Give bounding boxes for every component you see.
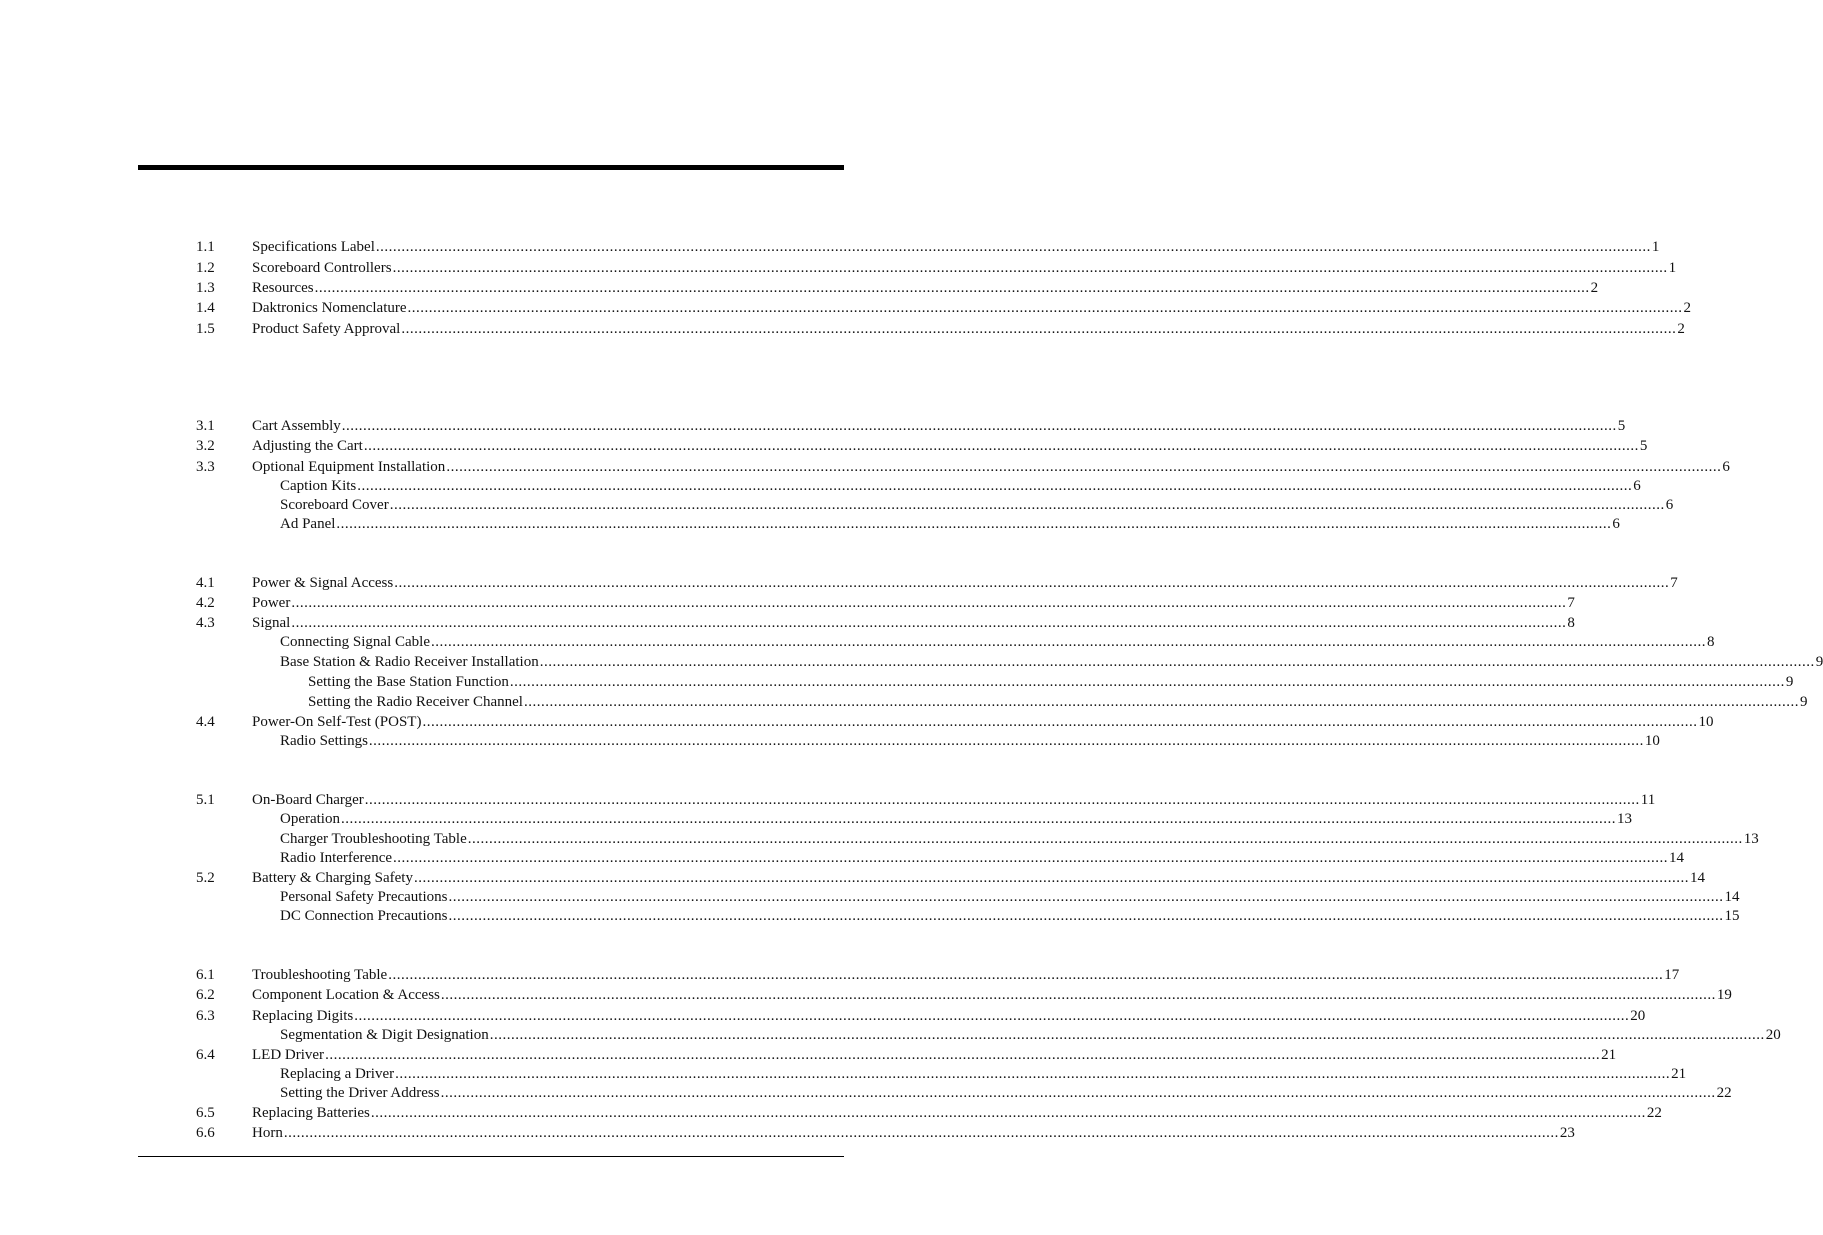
toc-entry[interactable] <box>0 237 1660 257</box>
toc-leader-dots: ............................................................................................................................................................................................................................................................................................................ <box>370 1105 1646 1121</box>
toc-title: Battery & Charging Safety <box>252 870 413 886</box>
footer-rule <box>138 1156 844 1157</box>
toc-title: Replacing Digits <box>252 1008 354 1024</box>
toc-page-number: 20 <box>1630 1008 1646 1024</box>
toc-entry[interactable] <box>0 1045 1617 1065</box>
toc-title: Radio Settings <box>280 733 368 749</box>
toc-leader-dots: ............................................................................................................................................................................................................................................................................................................ <box>401 321 1677 337</box>
toc-leader-dots: ............................................................................................................................................................................................................................................................................................................ <box>389 497 1665 513</box>
toc-title: Resources <box>252 280 314 296</box>
toc-entry[interactable] <box>0 258 1677 278</box>
toc-entry[interactable] <box>0 809 1632 829</box>
toc-section-number: 1.4 <box>196 300 215 316</box>
toc-leader-dots: ............................................................................................................................................................................................................................................................................................................ <box>395 1066 1671 1082</box>
toc-page-number: 5 <box>1617 418 1626 434</box>
toc-leader-dots: ............................................................................................................................................................................................................................................................................................................ <box>363 438 1639 454</box>
toc-entry[interactable] <box>0 457 1730 477</box>
header-rule <box>138 165 844 170</box>
toc-entry[interactable] <box>0 632 1715 652</box>
toc-title: Charger Troubleshooting Table <box>280 831 467 847</box>
toc-section-number: 3.3 <box>196 459 215 475</box>
toc-leader-dots: ............................................................................................................................................................................................................................................................................................................ <box>393 850 1669 866</box>
toc-title: DC Connection Precautions <box>280 908 448 924</box>
toc-page-number: 15 <box>1724 908 1740 924</box>
toc-page-number: 2 <box>1683 300 1692 316</box>
toc-section-number: 6.6 <box>196 1125 215 1141</box>
toc-page-number: 8 <box>1706 634 1715 650</box>
toc-entry[interactable] <box>0 1083 1732 1103</box>
toc-entry[interactable] <box>0 514 1620 534</box>
toc-title: Setting the Radio Receiver Channel <box>308 694 523 710</box>
toc-leader-dots: ............................................................................................................................................................................................................................................................................................................ <box>375 239 1651 255</box>
toc-entry[interactable] <box>0 965 1680 985</box>
toc-leader-dots: ............................................................................................................................................................................................................................................................................................................ <box>539 654 1815 670</box>
toc-page-number: 7 <box>1670 575 1678 591</box>
toc-title: Troubleshooting Table <box>252 967 388 983</box>
toc-title: Setting the Driver Address <box>280 1085 440 1101</box>
toc-section-number: 3.2 <box>196 438 215 454</box>
toc-leader-dots: ............................................................................................................................................................................................................................................................................................................ <box>523 694 1799 710</box>
toc-page-number: 22 <box>1646 1105 1662 1121</box>
toc-title: Specifications Label <box>252 239 375 255</box>
toc-page-number: 6 <box>1665 497 1674 513</box>
toc-leader-dots: ............................................................................................................................................................................................................................................................................................................ <box>340 811 1616 827</box>
toc-leader-dots: ............................................................................................................................................................................................................................................................................................................ <box>368 733 1644 749</box>
toc-page-number: 14 <box>1669 850 1685 866</box>
toc-page-number: 14 <box>1689 870 1705 886</box>
toc-title: Connecting Signal Cable <box>280 634 430 650</box>
toc-section-number: 4.3 <box>196 615 215 631</box>
toc-entry[interactable] <box>0 613 1575 633</box>
toc-entry[interactable] <box>0 692 1808 712</box>
toc-entry[interactable] <box>0 829 1759 849</box>
toc-title: Component Location & Access <box>252 987 440 1003</box>
toc-leader-dots: ............................................................................................................................................................................................................................................................................................................ <box>489 1027 1765 1043</box>
toc-leader-dots: ............................................................................................................................................................................................................................................................................................................ <box>341 418 1617 434</box>
toc-title: Adjusting the Cart <box>252 438 363 454</box>
toc-leader-dots: ............................................................................................................................................................................................................................................................................................................ <box>314 280 1590 296</box>
toc-title: Scoreboard Cover <box>280 497 389 513</box>
toc-section-number: 4.1 <box>196 575 215 591</box>
toc-title: Replacing Batteries <box>252 1105 370 1121</box>
toc-entry[interactable] <box>0 416 1626 436</box>
toc-section-number: 4.4 <box>196 714 215 730</box>
toc-leader-dots: ............................................................................................................................................................................................................................................................................................................ <box>388 967 1664 983</box>
toc-entry[interactable] <box>0 790 1656 810</box>
toc-title: Ad Panel <box>280 516 336 532</box>
toc-page-number: 10 <box>1644 733 1660 749</box>
toc-page-number: 17 <box>1664 967 1680 983</box>
toc-page-number: 1 <box>1668 260 1677 276</box>
toc-entry[interactable] <box>0 1025 1781 1045</box>
toc-leader-dots: ............................................................................................................................................................................................................................................................................................................ <box>357 478 1633 494</box>
toc-section-number: 4.2 <box>196 595 215 611</box>
toc-page-number: 21 <box>1601 1047 1617 1063</box>
toc-leader-dots: ............................................................................................................................................................................................................................................................................................................ <box>509 674 1785 690</box>
toc-section-number: 6.2 <box>196 987 215 1003</box>
toc-page-number: 11 <box>1640 792 1656 808</box>
toc-leader-dots: ............................................................................................................................................................................................................................................................................................................ <box>407 300 1683 316</box>
toc-entry[interactable] <box>0 495 1674 515</box>
toc-page-number: 2 <box>1677 321 1685 337</box>
toc-title: Optional Equipment Installation <box>252 459 446 475</box>
toc-title: Scoreboard Controllers <box>252 260 392 276</box>
toc-leader-dots: ............................................................................................................................................................................................................................................................................................................ <box>394 575 1670 591</box>
toc-title: Personal Safety Precautions <box>280 889 448 905</box>
toc-page-number: 5 <box>1639 438 1648 454</box>
toc-entry[interactable] <box>0 476 1641 496</box>
toc-title: On-Board Charger <box>252 792 364 808</box>
toc-page-number: 19 <box>1716 987 1732 1003</box>
toc-leader-dots: ............................................................................................................................................................................................................................................................................................................ <box>448 889 1724 905</box>
toc-title: Caption Kits <box>280 478 357 494</box>
toc-title: Radio Interference <box>280 850 393 866</box>
toc-leader-dots: ............................................................................................................................................................................................................................................................................................................ <box>392 260 1668 276</box>
toc-leader-dots: ............................................................................................................................................................................................................................................................................................................ <box>422 714 1698 730</box>
toc-leader-dots: ............................................................................................................................................................................................................................................................................................................ <box>364 792 1640 808</box>
toc-title: Power-On Self-Test (POST) <box>252 714 422 730</box>
toc-title: Base Station & Radio Receiver Installation <box>280 654 539 670</box>
toc-page-number: 20 <box>1765 1027 1781 1043</box>
toc-entry[interactable] <box>0 1006 1646 1026</box>
toc-entry[interactable] <box>0 868 1705 888</box>
toc-section-number: 1.5 <box>196 321 215 337</box>
toc-entry[interactable] <box>0 436 1648 456</box>
toc-page-number: 22 <box>1716 1085 1732 1101</box>
toc-entry[interactable] <box>0 731 1660 751</box>
toc-page-number: 9 <box>1785 674 1794 690</box>
toc-entry[interactable] <box>0 887 1740 907</box>
toc-page-number: 9 <box>1815 654 1823 670</box>
toc-entry[interactable] <box>0 848 1685 868</box>
toc-page-number: 8 <box>1567 615 1575 631</box>
toc-leader-dots: ............................................................................................................................................................................................................................................................................................................ <box>440 987 1716 1003</box>
toc-leader-dots: ............................................................................................................................................................................................................................................................................................................ <box>354 1008 1630 1024</box>
toc-page-number: 13 <box>1743 831 1759 847</box>
toc-page-number: 6 <box>1633 478 1641 494</box>
toc-leader-dots: ............................................................................................................................................................................................................................................................................................................ <box>325 1047 1601 1063</box>
toc-entry[interactable] <box>0 1123 1575 1143</box>
toc-leader-dots: ............................................................................................................................................................................................................................................................................................................ <box>446 459 1722 475</box>
toc-leader-dots: ............................................................................................................................................................................................................................................................................................................ <box>283 1125 1559 1141</box>
toc-title: Cart Assembly <box>252 418 341 434</box>
toc-title: Power <box>252 595 291 611</box>
toc-entry[interactable] <box>0 1103 1662 1123</box>
toc-section-number: 6.4 <box>196 1047 215 1063</box>
toc-page-number: 10 <box>1698 714 1714 730</box>
toc-page-number: 7 <box>1567 595 1575 611</box>
toc-entry[interactable] <box>0 672 1794 692</box>
toc-entry[interactable] <box>0 298 1692 318</box>
toc-entry[interactable] <box>0 712 1714 732</box>
toc-entry[interactable] <box>0 652 1823 672</box>
toc-page-number: 9 <box>1799 694 1808 710</box>
toc-entry[interactable] <box>0 278 1599 298</box>
toc-entry[interactable] <box>0 573 1678 593</box>
toc-entry[interactable] <box>0 906 1740 926</box>
toc-entry[interactable] <box>0 1064 1687 1084</box>
toc-leader-dots: ............................................................................................................................................................................................................................................................................................................ <box>291 595 1567 611</box>
toc-title: Operation <box>280 811 340 827</box>
toc-title: Power & Signal Access <box>252 575 394 591</box>
toc-title: Daktronics Nomenclature <box>252 300 407 316</box>
toc-page-number: 23 <box>1559 1125 1575 1141</box>
toc-section-number: 5.1 <box>196 792 215 808</box>
toc-leader-dots: ............................................................................................................................................................................................................................................................................................................ <box>291 615 1567 631</box>
toc-page-number: 6 <box>1612 516 1620 532</box>
toc-section-number: 6.1 <box>196 967 215 983</box>
toc-page-number: 1 <box>1651 239 1660 255</box>
toc-leader-dots: ............................................................................................................................................................................................................................................................................................................ <box>440 1085 1716 1101</box>
toc-page-number: 14 <box>1724 889 1740 905</box>
toc-page-number: 13 <box>1616 811 1632 827</box>
toc-title: Signal <box>252 615 291 631</box>
toc-title: Replacing a Driver <box>280 1066 395 1082</box>
toc-leader-dots: ............................................................................................................................................................................................................................................................................................................ <box>430 634 1706 650</box>
toc-leader-dots: ............................................................................................................................................................................................................................................................................................................ <box>336 516 1612 532</box>
toc-leader-dots: ............................................................................................................................................................................................................................................................................................................ <box>413 870 1689 886</box>
toc-title: Product Safety Approval <box>252 321 401 337</box>
toc-title: Segmentation & Digit Designation <box>280 1027 489 1043</box>
toc-section-number: 3.1 <box>196 418 215 434</box>
toc-section-number: 6.5 <box>196 1105 215 1121</box>
toc-section-number: 5.2 <box>196 870 215 886</box>
toc-leader-dots: ............................................................................................................................................................................................................................................................................................................ <box>448 908 1724 924</box>
toc-title: Horn <box>252 1125 283 1141</box>
toc-entry[interactable] <box>0 593 1575 613</box>
toc-leader-dots: ............................................................................................................................................................................................................................................................................................................ <box>467 831 1743 847</box>
toc-section-number: 6.3 <box>196 1008 215 1024</box>
toc-title: LED Driver <box>252 1047 325 1063</box>
toc-section-number: 1.1 <box>196 239 215 255</box>
toc-entry[interactable] <box>0 319 1685 339</box>
toc-title: Setting the Base Station Function <box>308 674 509 690</box>
toc-entry[interactable] <box>0 985 1732 1005</box>
toc-section-number: 1.3 <box>196 280 215 296</box>
toc-page-number: 6 <box>1722 459 1730 475</box>
toc-section-number: 1.2 <box>196 260 215 276</box>
toc-page-number: 21 <box>1671 1066 1687 1082</box>
toc-page-number: 2 <box>1590 280 1599 296</box>
